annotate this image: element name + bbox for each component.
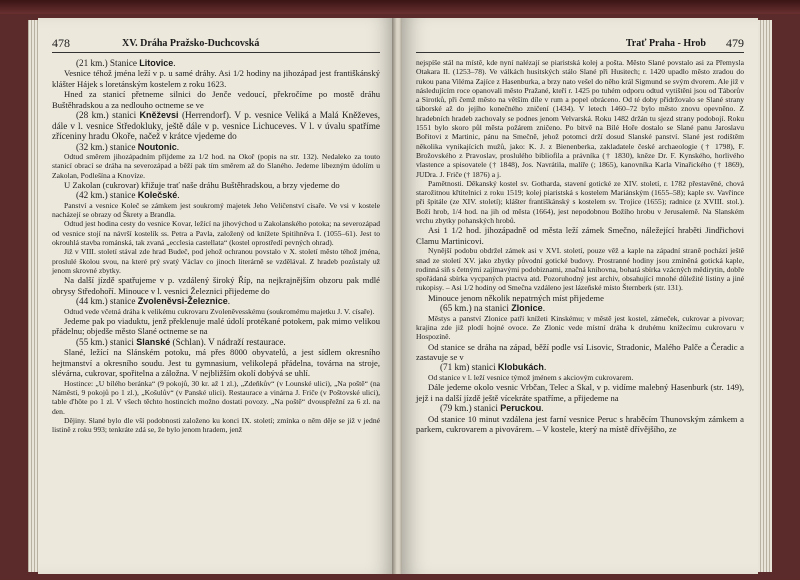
station-name: Kolečské — [137, 190, 178, 201]
left-page — [38, 18, 394, 574]
station-name: Litovice — [139, 58, 174, 68]
station-distance: (28 km.) stanici — [76, 110, 140, 121]
station-note: . — [542, 303, 545, 314]
station-heading — [416, 362, 744, 372]
right-running-head-title: Trať Praha - Hrob — [625, 38, 706, 49]
note-paragraph: Panství a vesnice Koleč se zámkem jest soukromý majetek Jeho Veličenství císaře. Ve vsi v kostele nacházejí se obrazy od Škrety a Brandla. — [52, 200, 380, 220]
station-distance: (32 km.) stanice — [76, 141, 138, 152]
note-paragraph: Již v VIII. století stával zde hrad Budeč, pod jehož ochranou povstalo v X. století město téhož jména, proslulé školou svou, na které prý svatý Václav co jinoch literárně se vzdělával. Z hradeb pozůstaly už jenom skrovné zbytky. — [52, 247, 380, 275]
left-page-number: 478 — [52, 36, 70, 50]
station-heading — [416, 403, 744, 413]
right-page — [402, 18, 758, 574]
body-paragraph: Na další jízdě spatřujeme v p. vzdálený široký Říp, na nejkrajnějším obzoru pak mdlé obrysy Středohoří. Minouce v l. vesnici Železnici přijedeme do — [52, 275, 380, 296]
station-name: Kněževsi — [139, 110, 179, 121]
station-distance: (79 km.) stanici — [440, 403, 501, 414]
note-paragraph: Městys a panství Zlonice patří knížeti Kinskému; v městě jest kostel, zámeček, cukrovar a pivovar; krajina zde již plodí hojné ovoce. Ze Zlonic vede místní dráha k druhému knížecímu cukrovaru v Hospozíně. — [416, 313, 744, 342]
right-body-text — [416, 58, 744, 434]
station-note: (Schlan). V nádraží restaurace. — [170, 336, 286, 347]
station-note: (Herrendorf). V p. vesnice Veliká a Malá Kněževes, dále v l. vesnice Středokluky, ještě dále v p. vesnice Lichuceves. V l. v úvalu spatříme zříceniny hradu Okoře, načež v krátce vjedeme do — [52, 110, 381, 142]
body-paragraph: Minouce jenom několik nepatrných míst přijedeme — [428, 292, 604, 303]
station-heading — [52, 337, 380, 347]
station-name: Peruckou — [500, 403, 542, 414]
station-distance: (44 km.) stanice — [76, 296, 138, 307]
body-paragraph: Vesnice téhož jména leží v p. u samé dráhy. Asi 1/2 hodiny na jihozápad jest františkánský klášter Hájek s loretánským kostelem z roku 1623. — [52, 68, 380, 89]
note-paragraph: Odtud směrem jihozápadním přijdeme za 1/2 hod. na Okoř (popis na str. 132). Nedaleko za touto stanicí obrací se dráha na severozápad a běží pak tím směrem až do Slaného. Jedeme líbezným údolím u Zakolan, Podlešína a Knovíze. — [52, 152, 380, 180]
body-paragraph: Dále jedeme okolo vesnic Vrbčan, Telec a Skal, v p. vidíme malebný Hasenburk (str. 149), jejž i na další jízdě ještě vícekráte spatříme, a přijedeme na — [416, 382, 744, 403]
note-paragraph: Nynější podobu obdržel zámek asi v XVI. století, pouze věž a kaple na západní straně pochází ještě snad ze století XV. jako zbytky původní gotické budovy. Prostranné hodiny jsou zmíněná gotická kaple, rodinná síň s četnými zajímavými podobiznami, značná knihovna, bohatá sbírka vzácných mědirytin, dobře spořádaná sbírka vycpaných ptactva atd. Pozoruhodný jest archiv, obsahující mnohé důležité listiny a jiné rukopisy. – Asi 1/2 hodiny od Smečna vzdáleno jest lázeňské místo Šternberk (str. 131). — [416, 246, 744, 293]
station-distance: (55 km.) stanici — [76, 336, 137, 347]
station-distance: (42 km.) stanice — [76, 190, 138, 201]
station-heading — [52, 190, 380, 200]
left-running-head-title: XV. Dráha Pražsko-Duchcovská — [122, 38, 260, 49]
station-heading — [416, 303, 744, 313]
body-paragraph: Od stanice 10 minut vzdálena jest farní vesnice Peruc s hraběcím Thunovským zámkem a parkem, cukrovarem a pivovárem. – V kostele, který na místě dřívějšího, ze — [416, 413, 744, 434]
note-paragraph: Dějiny. Slané bylo dle vší podobnosti založeno ku konci IX. století; zmínka o něm děje se již v jedné listině z roku 993; tenkráte zdá se, že bylo jenom hradem, jenž — [52, 415, 380, 435]
station-note: . — [176, 141, 180, 152]
station-note: . — [177, 190, 180, 201]
body-paragraph: U Zakolan (cukrovar) křižuje trať naše dráhu Buštěhradskou, a brzy vjedeme do — [64, 179, 340, 190]
station-heading — [52, 296, 380, 306]
station-heading — [52, 142, 380, 152]
station-distance: (21 km.) Stanice — [76, 58, 140, 68]
cover-edge-top — [0, 0, 800, 14]
station-heading — [52, 110, 380, 141]
station-note: . — [227, 296, 231, 307]
left-running-header — [52, 38, 380, 53]
body-paragraph: Od stanice se dráha na západ, běží podle vsí Lisovic, Stradonic, Malého Palče a Čeradic a zastavuje se v — [416, 341, 744, 362]
note-paragraph: Hostince: „U bílého beránka“ (9 pokojů, 30 kr. až 1 zl.), „Zdeňkův“ (v Lounské ulici), „Na poště“ (na Náměstí, 9 pokojů po 1 zl.), „Košulův“ (v Panské ulici). Restaurace a vinárna J. Friče (v Poštovské ulici), table d'hôte po 1 zl. V všech těchto hostincích možno dostati povozy. „Na poště“ dvouspřežní za 6 zl. na den. — [52, 378, 380, 416]
station-name: Klobukách — [497, 362, 544, 373]
note-paragraph: nejspíše stál na místě, kde nyní nalézají se piaristská kolej a pošta. Město Slané povstalo asi za Přemysla Otakara II. (1253–78). Ve válkách husitských stálo Slané při Husitech; r. 1420 upadlo město zradou do rukou pana Viléma Zajíce z Hasenburka, a brzy nato vešel do něho král Sigmund se svým dvorem. Ale již v následujícím roce opanovali město Pražané, kteří r. 1425 po tuhém odporu odtud vytištěni jsou od Táborův a Sirotků, při čemž město na větším díle v rum a popel obráceno. Od té doby přidržovalo se Slané strany táborské až do jejího konečného zničení (1434). V letech 1460–72 bylo město znovu opevněno. Z hradebních hradeb zachovaly se podnes jenom Velvarská. Roku 1482 držán tu sjezd strany podobojí. Roku 1551 bylo skoro půl města požárem zničeno. Po bitvě na Bílé Hoře dostalo se Slané panu Jaroslavu Bořitovi z Martinic, pánu na Smečně, jehož potomci drží dosud Slanské panství. Slané jest rodištěm několika vynikajících mužů, jako: K. J. z Bienenberka, zakladatele české archaeologie († 1798), F. Brožovského z Pravoslav, proslulého bibliofila a právníka († 1830), kněze Dr. F. Kynského, horlivého vlastence a spisovatele († 1848), Jos. Navrátila, malíře (; 1865), kanovníka Karla Vinařického († 1869), JUDra. J. Friče († 1876) a j. — [416, 58, 744, 179]
station-distance: (65 km.) na stanici — [440, 303, 512, 314]
left-body-text — [52, 58, 380, 434]
station-distance: (71 km) stanici — [440, 362, 498, 373]
station-heading — [52, 58, 380, 68]
right-running-header — [416, 38, 744, 53]
note-paragraph: Od stanice v l. leží vesnice týmož jménem s akciovým cukrovarem. — [428, 372, 634, 382]
station-name: Noutonic — [137, 141, 177, 152]
body-paragraph: Asi 1 1/2 hod. jihozápadně od města leží zámek Smečno, náležející hraběti Jindřichovi Clamu Martinicovi. — [416, 225, 744, 246]
note-paragraph: Pamětnosti. Děkanský kostel sv. Gotharda, stavení gotické ze XIV. století, r. 1782 přestavěné, chová starožitnou křtitelnici z roku 1519; kolej piaristská s kostelem Mariánským (1655–58); kaple sv. Vavřince při špitále (ze XIV. století); klášter františkánský s kostelem sv. Trojice (1655); radnice (z XVIII. stol.). Boží hrob, 1/4 hod. na jih od města (1664), jest nepodobnou Božího hrobu v Jerusalemě. Na Slanském vrchu zbytky pohanských hrobů. — [416, 178, 744, 226]
body-paragraph: Jedeme pak po viaduktu, jenž překlenuje malé údolí protékané potokem, pak mimo velikou přádelnu; objedše město Slané octneme se na — [52, 315, 380, 337]
station-note: . — [543, 362, 547, 373]
station-note: . — [173, 58, 176, 68]
page-edges-right — [758, 20, 772, 572]
note-paragraph: Odtud jest hodina cesty do vesnice Kovar, ležící na jihovýchod u Zakolanského potoka; na severozápad od vesnice stojí na návrší kostelík ss. Petra a Pavla, založený od knížete Spitihněva I. (1055–61). Jest to okrouhlá stavba románská, tak zvaná „ecclesia castellata“ (kostel oprostředí pevných ohrad). — [52, 219, 380, 248]
station-note: . — [541, 403, 544, 414]
station-name: Zvoleněvsi-Železnice — [137, 296, 228, 307]
body-paragraph: Slané, ležící na Slánském potoku, má přes 8000 obyvatelů, a jest sídlem okresního hejtmanství a okresního soudu. Jest tu gymnasium, velikolepá přádelna, továrna na stroje, slévárna, cukrovar, spořitelna a záložna. V nejbližším okolí dobývá se uhlí. — [52, 347, 380, 379]
station-name: Zlonice — [511, 303, 543, 314]
right-page-number: 479 — [726, 36, 744, 50]
page-edges-left — [28, 20, 38, 572]
note-paragraph: Odtud vede včetná dráha k velikému cukrovaru Zvoleněvesskému (soukromému majetku J. V. císaře). — [64, 306, 375, 316]
station-name: Slanské — [136, 336, 171, 347]
body-paragraph: Hned za stanicí přetneme silnici do Jenče vedoucí, překročíme po mostě dráhu Buštěhradskou a za nedlouho octneme se ve — [52, 89, 380, 110]
